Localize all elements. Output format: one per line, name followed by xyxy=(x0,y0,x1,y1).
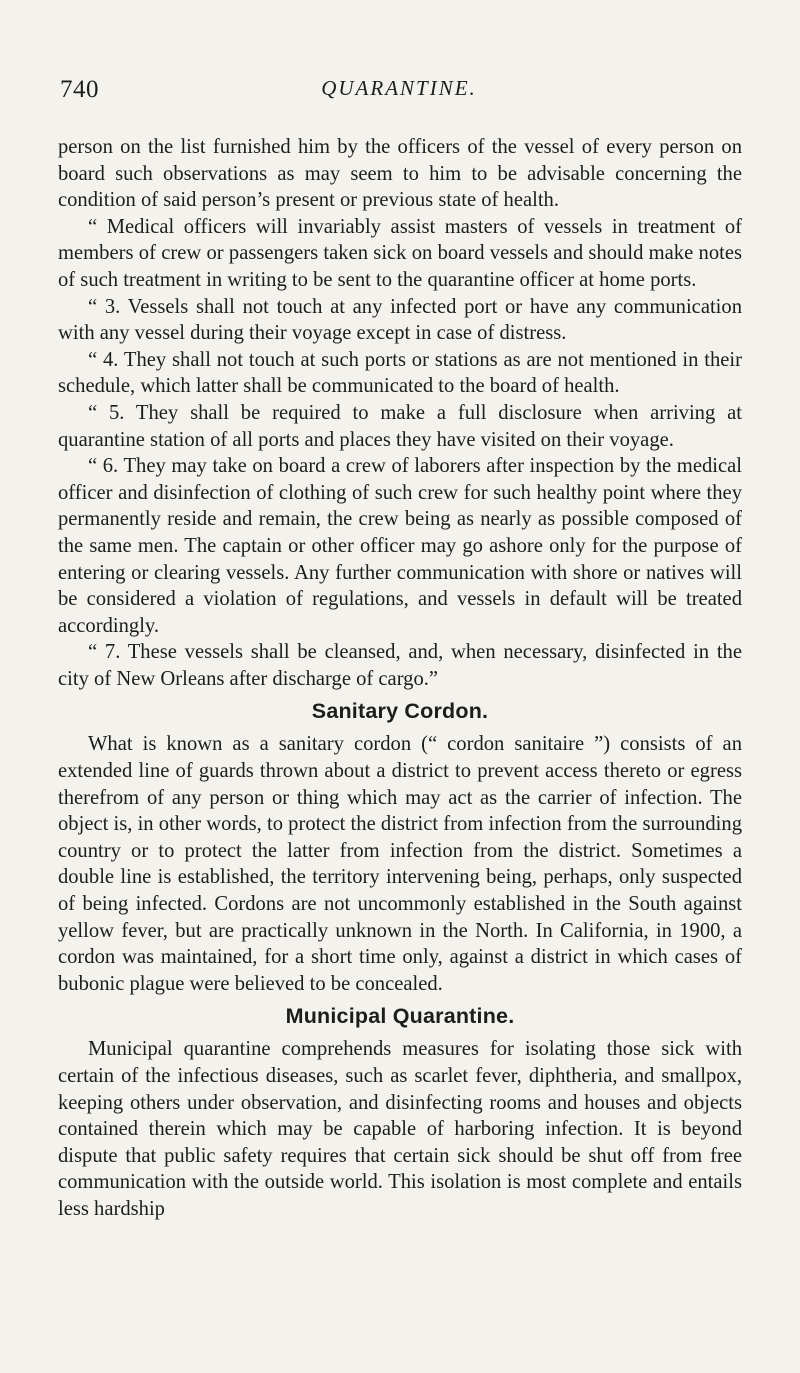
paragraph-rule-4: “ 4. They shall not touch at such ports or stations as are not mentioned in their schedule, which latter shall be communicated to the board of health. xyxy=(58,348,742,398)
paragraph-rule-3: “ 3. Vessels shall not touch at any infected port or have any communication with any vessel during their voyage except in case of distress. xyxy=(58,295,742,345)
body-text xyxy=(58,134,742,1223)
paragraph-medical-officers: “ Medical officers will invariably assist masters of vessels in treatment of members of crew or passengers taken sick on board vessels and should make notes of such treatment in writing to be sent to the quarantine officer at home ports. xyxy=(58,215,742,291)
page-header xyxy=(60,76,738,106)
heading-municipal-quarantine: Municipal Quarantine. xyxy=(285,1004,515,1029)
paragraph-municipal-quarantine: Municipal quarantine comprehends measures for isolating those sick with certain of the infectious diseases, such as scarlet fever, diphtheria, and smallpox, keeping others under observation, and disinfecting rooms and houses and objects contained therein which may be capable of harboring infection. It is beyond dispute that public safety requires that certain sick should be shut off from free communication with the outside world. This isolation is most complete and entails less hardship xyxy=(58,1038,742,1220)
paragraph-continuation: person on the list furnished him by the officers of the vessel of every person on board such observations as may seem to him to be advisable concerning the condition of said person’s present or previous state of health. xyxy=(58,136,742,212)
page-number: 740 xyxy=(60,76,99,103)
paragraph-rule-5: “ 5. They shall be required to make a full disclosure when arriving at quarantine station of all ports and places they have visited on their voyage. xyxy=(58,401,742,451)
paragraph-rule-6: “ 6. They may take on board a crew of laborers after inspection by the medical officer and disinfection of clothing of such crew for such healthy point where they permanently reside and remain, the crew being as nearly as possible composed of the same men. The captain or other officer may go ashore only for the purpose of entering or clearing vessels. Any further communication with shore or natives will be considered a violation of regulations, and vessels in default will be treated accordingly. xyxy=(58,455,742,637)
running-head: QUARANTINE. xyxy=(321,76,477,100)
paragraph-rule-7: “ 7. These vessels shall be cleansed, and, when necessary, disinfected in the city of New Orleans after discharge of cargo.” xyxy=(58,641,742,690)
paragraph-sanitary-cordon: What is known as a sanitary cordon (“ cordon sanitaire ”) consists of an extended line of guards thrown about a district to prevent access thereto or egress therefrom of any person or thing which may act as the carrier of infection. The object is, in other words, to protect the district from infection from the surrounding country or to protect the latter from infection from the district. Sometimes a double line is established, the territory intervening being, perhaps, only suspected of being infected. Cordons are not uncommonly established in the South against yellow fever, but are practically unknown in the North. In California, in 1900, a cordon was maintained, for a short time only, against a district in which cases of bubonic plague were believed to be concealed. xyxy=(58,733,742,995)
heading-sanitary-cordon: Sanitary Cordon. xyxy=(311,699,489,724)
